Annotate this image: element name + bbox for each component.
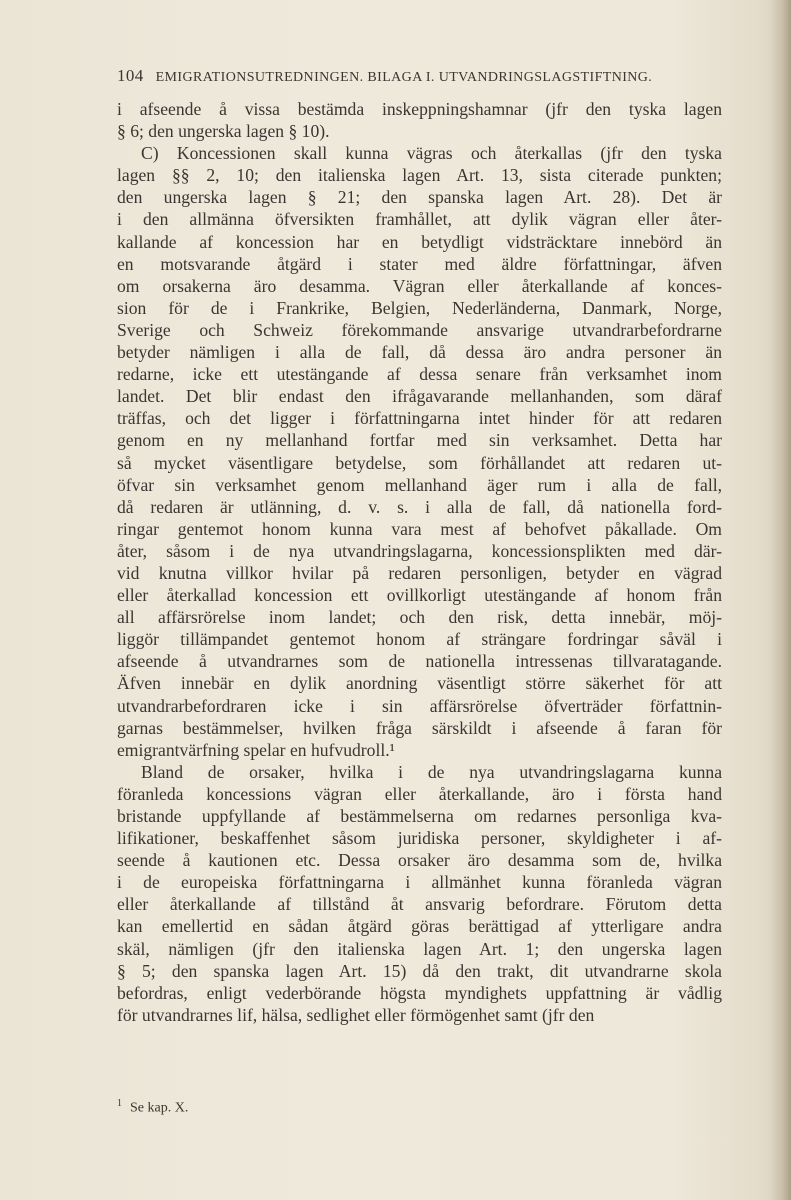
text-line: C) Koncessionen skall kunna vägras och återkallas (jfr den tyska xyxy=(141,143,722,164)
text-line: garnas bestämmelser, hvilken fråga särskildt i afseende å faran för xyxy=(117,717,722,738)
text-line: Äfven innebär en dylik anordning väsentligt större säkerhet för att xyxy=(117,673,722,694)
text-line: eller återkallande af tillstånd åt ansvarig befordrare. Förutom detta xyxy=(117,894,722,915)
footnote-text: Se kap. X. xyxy=(130,1100,189,1116)
text-line: i afseende å vissa bestämda inskeppningshamnar (jfr den tyska lagen xyxy=(117,99,722,119)
text-line: utvandrarbefordraren icke i sin affärsrörelse öfverträder författnin- xyxy=(117,695,722,716)
text-line: vid knutna villkor hvilar på redaren personligen, betyder en vägrad xyxy=(117,562,722,583)
text-line: lifikationer, beskaffenhet såsom juridiska personer, skyldigheter i af- xyxy=(117,828,722,849)
text-line: § 5; den spanska lagen Art. 15) då den trakt, dit utvandrarne skola xyxy=(117,960,722,981)
text-line: genom en ny mellanhand fortfar med sin verksamhet. Detta har xyxy=(117,430,722,451)
text-line: landet. Det blir endast den ifrågavarande mellanhanden, som däraf xyxy=(117,386,722,407)
footnote xyxy=(117,1098,188,1117)
text-line: öfvar sin verksamhet genom mellanhand äger rum i alla de fall, xyxy=(117,474,722,495)
text-line: kan emellertid en sådan åtgärd göras berättigad af ytterligare andra xyxy=(117,916,722,937)
text-line: då redaren är utlänning, d. v. s. i alla de fall, då nationella ford- xyxy=(117,496,722,517)
text-line: för utvandrarnes lif, hälsa, sedlighet eller förmögenhet samt (jfr den xyxy=(117,1004,595,1025)
text-line: ringar gentemot honom kunna vara mest af behofvet påkallade. Om xyxy=(117,518,722,539)
text-line: bristande uppfyllande af bestämmelserna om redarnes personliga kva- xyxy=(117,806,722,826)
page-edge-shadow xyxy=(769,0,791,1200)
page-number: 104 xyxy=(117,66,144,85)
text-line: föranleda koncessions vägran eller återkallande, äro i första hand xyxy=(117,783,722,804)
text-line: § 6; den ungerska lagen § 10). xyxy=(117,121,330,142)
text-line: träffas, och det ligger i författningarna intet hinder för att redaren xyxy=(117,408,722,429)
text-line: den ungerska lagen § 21; den spanska lagen Art. 28). Det är xyxy=(117,187,722,208)
text-line: seende å kautionen etc. Dessa orsaker äro desamma som de, hvilka xyxy=(117,850,722,871)
text-line: i den allmänna öfversikten framhållet, att dylik vägran eller åter- xyxy=(117,209,722,230)
text-line: emigrantvärfning spelar en hufvudroll.¹ xyxy=(117,739,395,760)
running-title: EMIGRATIONSUTREDNINGEN. BILAGA I. UTVANDRINGSLAGSTIFTNING. xyxy=(155,70,653,85)
text-line: eller återkallad koncession ett ovillkorligt utestängande af honom från xyxy=(117,585,722,606)
footnote-marker: 1 xyxy=(117,1098,122,1109)
text-line: Sverige och Schweiz förekommande ansvarige utvandrarbefordrarne xyxy=(117,319,722,340)
text-line: så mycket väsentligare betydelse, som förhållandet att redaren ut- xyxy=(117,452,722,473)
text-line: i de europeiska författningarna i allmänhet kunna föranleda vägran xyxy=(117,872,722,893)
text-line: all affärsrörelse inom landet; och den risk, detta innebär, möj- xyxy=(117,607,722,628)
text-line: sion för de i Frankrike, Belgien, Nederländerna, Danmark, Norge, xyxy=(117,297,722,318)
text-line: Bland de orsaker, hvilka i de nya utvandringslagarna kunna xyxy=(141,761,722,782)
text-line: afseende å utvandrarnes som de nationella intressenas tillvaratagande. xyxy=(117,651,722,672)
text-line: skäl, nämligen (jfr den italienska lagen Art. 1; den ungerska lagen xyxy=(117,938,722,959)
text-line: betyder nämligen i alla de fall, då dessa äro andra personer än xyxy=(117,342,722,363)
text-line: befordras, enligt vederbörande högsta myndighets uppfattning är vådlig xyxy=(117,982,722,1003)
text-line: redarne, icke ett utestängande af dessa senare från verksamhet inom xyxy=(117,364,722,385)
text-line: liggör tillämpandet gentemot honom af strängare fordringar såväl i xyxy=(117,629,722,650)
text-line: en motsvarande åtgärd i stater med äldre författningar, äfven xyxy=(117,253,722,274)
running-header xyxy=(117,66,722,86)
text-line: åter, såsom i de nya utvandringslagarna, koncessionsplikten med där- xyxy=(117,540,722,561)
text-line: om orsakerna äro desamma. Vägran eller återkallande af konces- xyxy=(117,275,722,296)
text-line: lagen §§ 2, 10; den italienska lagen Art. 13, sista citerade punkten; xyxy=(117,165,722,186)
body-text xyxy=(117,98,722,1026)
text-line: kallande af koncession har en betydligt vidsträcktare innebörd än xyxy=(117,231,722,252)
